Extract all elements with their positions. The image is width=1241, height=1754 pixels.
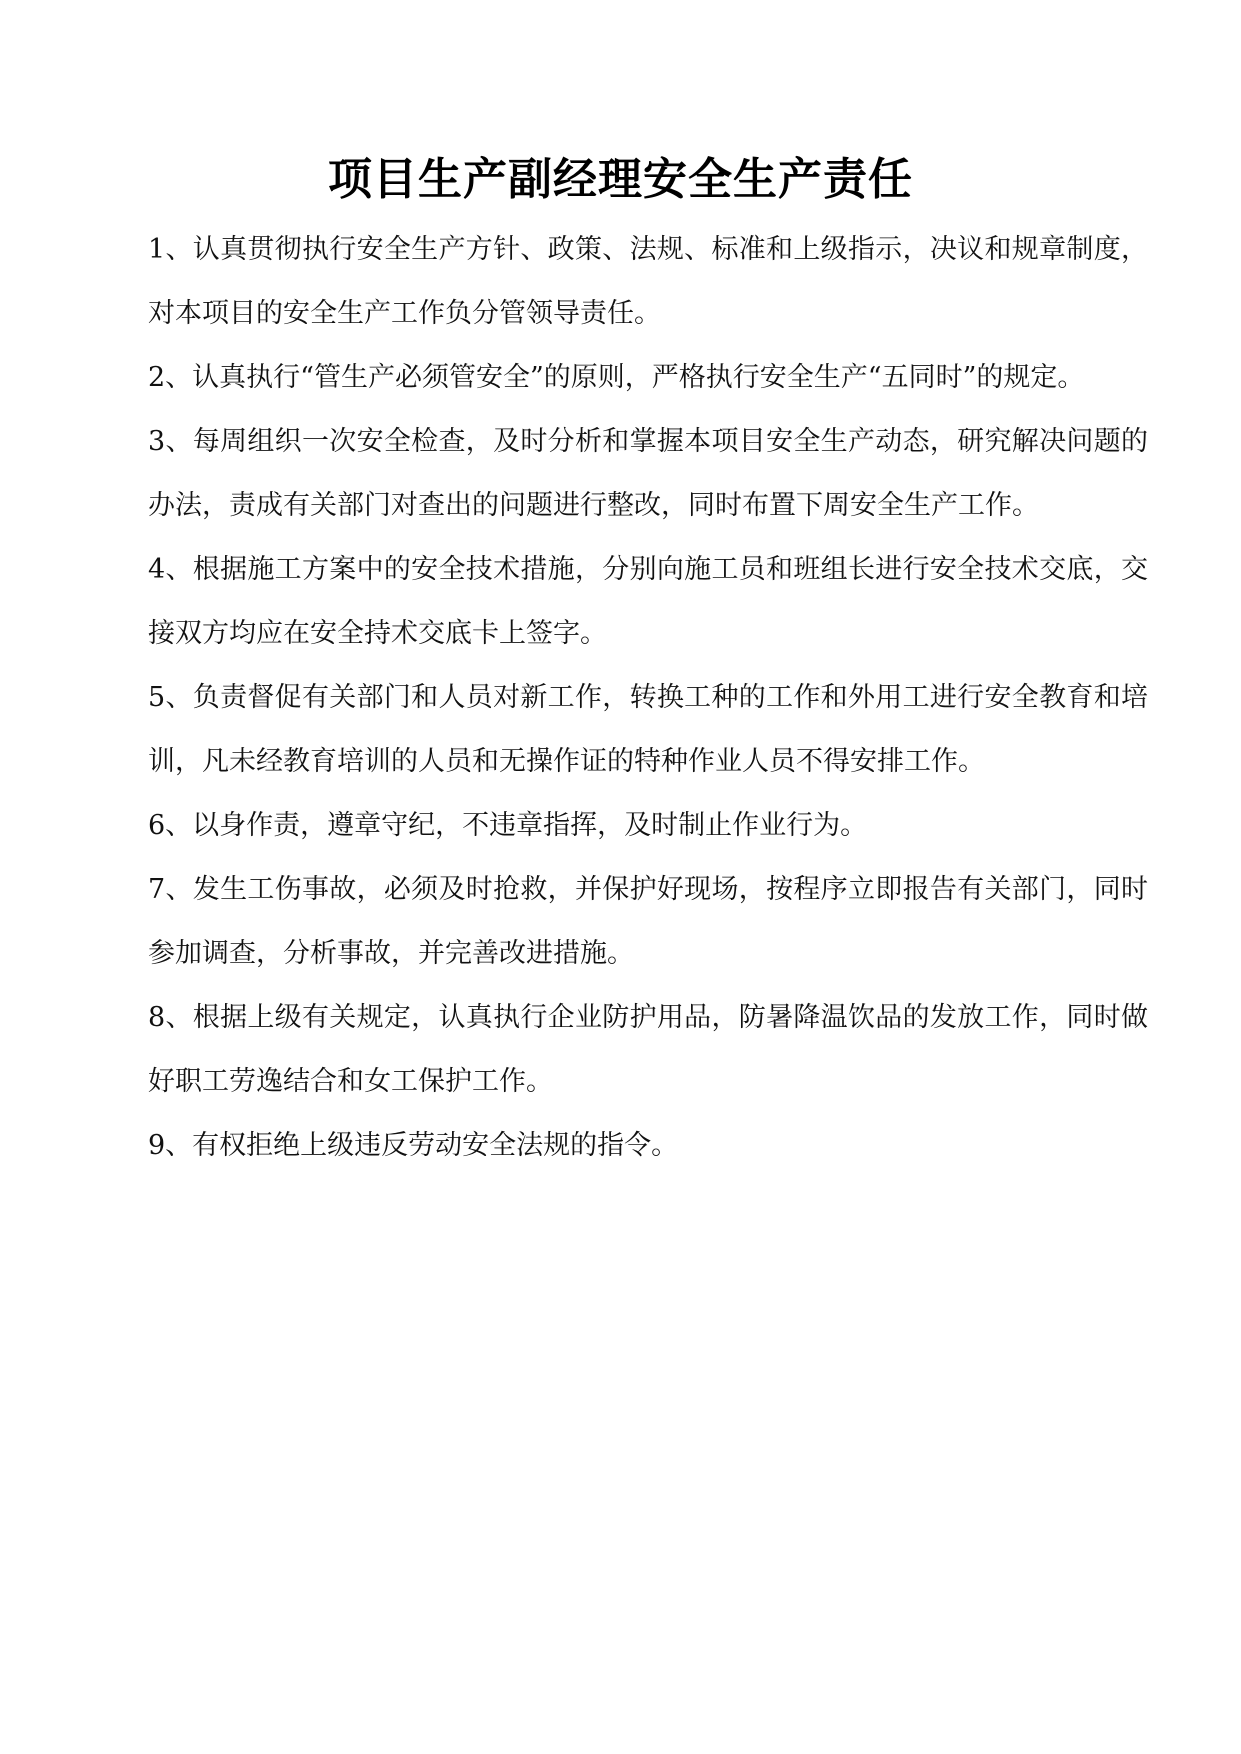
- clause-item-8: 8、根据上级有关规定，认真执行企业防护用品，防暑降温饮品的发放工作，同时做好职工劳逸结合和女工保护工作。: [148, 1002, 1148, 1097]
- clause-item-6: 6、以身作责，遵章守纪，不违章指挥，及时制止作业行为。: [148, 810, 868, 841]
- document-title: 项目生产副经理安全生产责任: [328, 154, 913, 205]
- clause-item-9: 9、有权拒绝上级违反劳动安全法规的指令。: [148, 1130, 679, 1161]
- clause-item-3: 3、每周组织一次安全检查，及时分析和掌握本项目安全生产动态，研究解决问题的办法，责成有关部门对查出的问题进行整改，同时布置下周安全生产工作。: [148, 426, 1148, 521]
- clause-item-5: 5、负责督促有关部门和人员对新工作，转换工种的工作和外用工进行安全教育和培训，凡未经教育培训的人员和无操作证的特种作业人员不得安排工作。: [148, 682, 1148, 777]
- clause-item-2: 2、认真执行“管生产必须管安全”的原则，严格执行安全生产“五同时”的规定。: [148, 362, 1085, 393]
- clause-list: [148, 218, 1148, 1178]
- clause-item-7: 7、发生工伤事故，必须及时抢救，并保护好现场，按程序立即报告有关部门，同时参加调查，分析事故，并完善改进措施。: [148, 874, 1148, 969]
- clause-item-1: 1、认真贯彻执行安全生产方针、政策、法规、标准和上级指示，决议和规章制度，对本项目的安全生产工作负分管领导责任。: [148, 234, 1148, 329]
- clause-item-4: 4、根据施工方案中的安全技术措施，分别向施工员和班组长进行安全技术交底，交接双方均应在安全持术交底卡上签字。: [148, 554, 1148, 649]
